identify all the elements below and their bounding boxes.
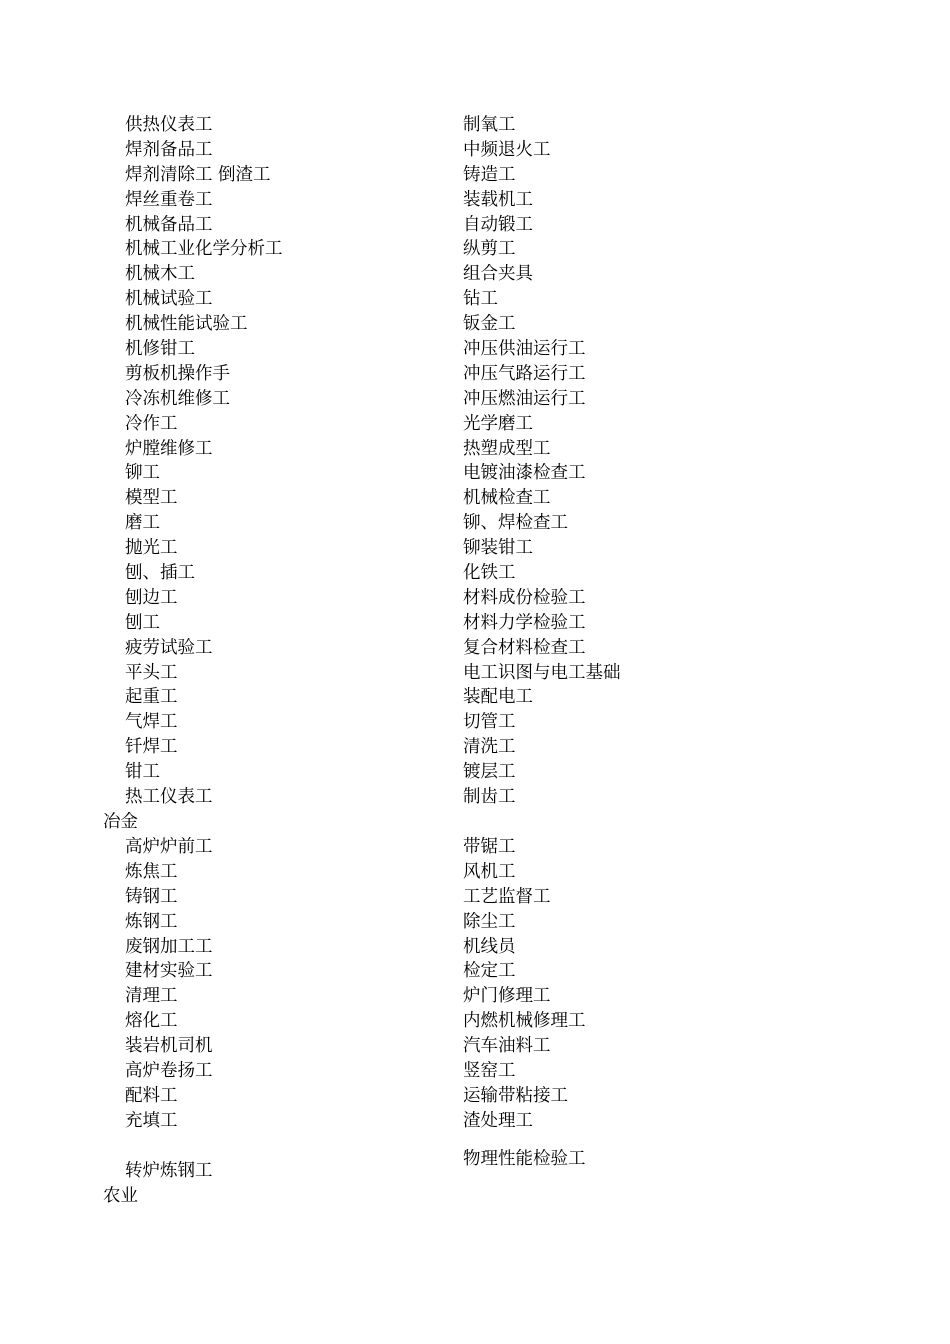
- list-item: 内燃机械修理工: [463, 1011, 586, 1032]
- list-item: 机械性能试验工: [125, 314, 248, 335]
- list-item: 配料工: [125, 1085, 178, 1106]
- list-item: 电镀油漆检查工: [463, 463, 586, 484]
- list-item: 光学磨工: [463, 413, 533, 434]
- list-item: 带锯工: [463, 837, 516, 857]
- list-item: 制氧工: [463, 115, 516, 135]
- list-item: 热塑成型工: [463, 438, 551, 459]
- list-item: 炼焦工: [125, 861, 178, 882]
- list-item: 钣金工: [463, 314, 516, 335]
- list-item: 除尘工: [463, 911, 516, 932]
- list-item: 机械木工: [125, 264, 195, 285]
- machinery-left-column: [125, 113, 283, 810]
- list-item: 剪板机操作手: [125, 363, 230, 384]
- section-heading-metallurgy: 冶金: [103, 812, 138, 832]
- metallurgy-left-column: [125, 835, 213, 1134]
- list-item: 装载机工: [463, 189, 533, 210]
- list-item: 汽车油料工: [463, 1036, 551, 1057]
- list-item: 气焊工: [125, 712, 178, 733]
- machinery-right-column: [463, 113, 621, 810]
- list-item: 组合夹具: [463, 264, 533, 285]
- list-item: 废钢加工工: [125, 936, 213, 957]
- list-item: 疲劳试验工: [125, 637, 213, 658]
- list-item: 材料力学检验工: [463, 612, 586, 633]
- list-item: 冲压供油运行工: [463, 339, 586, 360]
- list-item: 渣处理工: [463, 1110, 533, 1131]
- list-item: 清理工: [125, 986, 178, 1007]
- list-item: 复合材料检查工: [463, 637, 586, 658]
- list-item: 机械备品工: [125, 214, 213, 235]
- list-item: 冲压燃油运行工: [463, 388, 586, 409]
- list-item: 纵剪工: [463, 239, 516, 260]
- list-item: 炉膛维修工: [125, 438, 213, 459]
- list-item: 镀层工: [463, 762, 516, 783]
- list-item: 刨工: [125, 612, 160, 633]
- list-item: 铸造工: [463, 164, 516, 185]
- list-item: 制齿工: [463, 787, 516, 808]
- list-item: 机械工业化学分析工: [125, 239, 283, 260]
- list-item: 风机工: [463, 861, 516, 882]
- list-item: 材料成份检验工: [463, 587, 586, 608]
- metallurgy-right-column: [463, 835, 586, 1134]
- list-item: 刨、插工: [125, 563, 195, 584]
- list-item: 铸钢工: [125, 886, 178, 907]
- list-item: 机械试验工: [125, 289, 213, 310]
- list-item: 运输带粘接工: [463, 1085, 568, 1106]
- list-item: 装配电工: [463, 687, 533, 708]
- list-item: 刨边工: [125, 587, 178, 608]
- list-item: 焊丝重卷工: [125, 189, 213, 210]
- list-item: 机械检查工: [463, 488, 551, 509]
- list-item: 铆、焊检查工: [463, 513, 568, 534]
- list-item: 炉门修理工: [463, 986, 551, 1007]
- list-item: 中频退火工: [463, 139, 551, 160]
- list-item: 起重工: [125, 687, 178, 708]
- list-item: 熔化工: [125, 1011, 178, 1032]
- list-item: 供热仪表工: [125, 115, 213, 135]
- list-item: 铆装钳工: [463, 538, 533, 559]
- list-item: 抛光工: [125, 538, 178, 559]
- list-item: 电工识图与电工基础: [463, 662, 621, 683]
- list-item: 切管工: [463, 712, 516, 733]
- list-item: 竖窑工: [463, 1061, 516, 1082]
- list-item: 钻工: [463, 289, 498, 310]
- metallurgy-right-extra-item: 物理性能检验工: [463, 1149, 586, 1169]
- list-item: 检定工: [463, 961, 516, 982]
- list-item: 模型工: [125, 488, 178, 509]
- list-item: 装岩机司机: [125, 1036, 213, 1057]
- list-item: 炼钢工: [125, 911, 178, 932]
- list-item: 工艺监督工: [463, 886, 551, 907]
- list-item: 清洗工: [463, 737, 516, 758]
- list-item: 化铁工: [463, 563, 516, 584]
- list-item: 平头工: [125, 662, 178, 683]
- section-heading-agriculture: 农业: [103, 1186, 138, 1206]
- list-item: 机修钳工: [125, 339, 195, 360]
- list-item: 充填工: [125, 1110, 178, 1131]
- list-item: 自动锻工: [463, 214, 533, 235]
- list-item: 高炉炉前工: [125, 837, 213, 857]
- list-item: 钳工: [125, 762, 160, 783]
- list-item: 高炉卷扬工: [125, 1061, 213, 1082]
- list-item: 机线员: [463, 936, 516, 957]
- list-item: 铆工: [125, 463, 160, 484]
- list-item: 建材实验工: [125, 961, 213, 982]
- list-item: 冲压气路运行工: [463, 363, 586, 384]
- list-item: 钎焊工: [125, 737, 178, 758]
- list-item: 冷作工: [125, 413, 178, 434]
- metallurgy-left-extra-item: 转炉炼钢工: [125, 1161, 213, 1181]
- list-item: 焊剂清除工 倒渣工: [125, 164, 271, 185]
- list-item: 冷冻机维修工: [125, 388, 230, 409]
- list-item: 磨工: [125, 513, 160, 534]
- list-item: 焊剂备品工: [125, 139, 213, 160]
- list-item: 热工仪表工: [125, 787, 213, 808]
